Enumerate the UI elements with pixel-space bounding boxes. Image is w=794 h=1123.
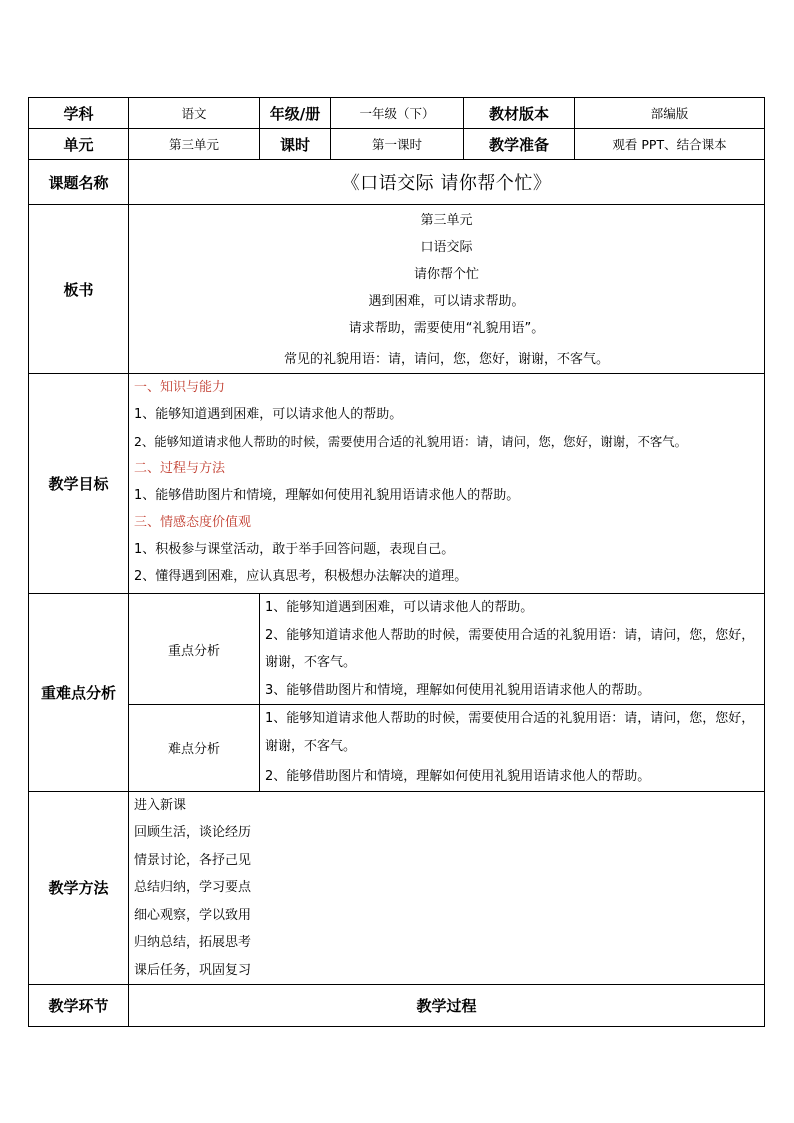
board-row	[29, 205, 765, 374]
grade-value: 一年级（下）	[331, 98, 464, 129]
header-row-1	[29, 98, 765, 129]
board-line: 请你帮个忙	[413, 267, 479, 282]
header-row-2	[29, 129, 765, 160]
process-label: 教学过程	[129, 985, 765, 1027]
method-item: 课后任务，巩固复习	[134, 962, 252, 978]
methods-content	[129, 791, 765, 985]
goals-heading-values: 三、情感态度价值观	[134, 515, 252, 530]
goal-item: 1、能够借助图片和情境，理解如何使用礼貌用语请求他人的帮助。	[134, 488, 520, 503]
method-item: 回顾生活，谈论经历	[134, 825, 252, 840]
method-item: 进入新课	[134, 797, 187, 813]
stage-label: 教学环节	[29, 985, 129, 1027]
key-points-row	[29, 594, 765, 705]
board-line: 第三单元	[420, 213, 473, 228]
edition-value: 部编版	[575, 98, 765, 129]
analysis-label: 重难点分析	[29, 594, 129, 792]
method-item: 总结归纳，学习要点	[134, 880, 252, 895]
goals-label: 教学目标	[29, 374, 129, 594]
period-value: 第一课时	[331, 129, 464, 160]
grade-label: 年级/册	[260, 98, 331, 129]
goals-heading-knowledge: 一、知识与能力	[134, 380, 226, 395]
difficulty-content	[260, 705, 765, 792]
unit-label: 单元	[29, 129, 129, 160]
difficulty-label: 难点分析	[129, 705, 260, 792]
board-content	[129, 205, 765, 374]
method-item: 归纳总结，拓展思考	[134, 935, 252, 950]
goals-heading-process: 二、过程与方法	[134, 461, 226, 476]
subject-label: 学科	[29, 98, 129, 129]
key-point-item: 2、能够知道请求他人帮助的时候，需要使用合适的礼貌用语：请，请问，您，您好，谢谢，不客气。	[265, 627, 755, 670]
subject-value: 语文	[129, 98, 260, 129]
board-line: 遇到困难，可以请求帮助。	[368, 294, 525, 309]
footer-row	[29, 985, 765, 1027]
board-line: 口语交际	[420, 240, 473, 255]
method-item: 细心观察，学以致用	[134, 907, 252, 923]
goal-item: 2、能够知道请求他人帮助的时候，需要使用合适的礼貌用语：请，请问，您，您好，谢谢，不客气。	[134, 434, 688, 449]
goal-item: 1、积极参与课堂活动，敢于举手回答问题，表现自己。	[134, 542, 455, 557]
methods-label: 教学方法	[29, 791, 129, 985]
course-label: 课题名称	[29, 160, 129, 205]
period-label: 课时	[260, 129, 331, 160]
board-line: 常见的礼貌用语：请，请问，您，您好，谢谢，不客气。	[283, 352, 609, 367]
key-point-item: 1、能够知道遇到困难，可以请求他人的帮助。	[265, 600, 534, 615]
difficulty-row	[29, 705, 765, 792]
goals-content	[129, 374, 765, 594]
difficulty-item: 2、能够借助图片和情境，理解如何使用礼貌用语请求他人的帮助。	[265, 769, 651, 784]
board-label: 板书	[29, 205, 129, 374]
course-row	[29, 160, 765, 205]
goal-item: 1、能够知道遇到困难，可以请求他人的帮助。	[134, 407, 403, 422]
board-line: 请求帮助，需要使用“礼貌用语”。	[348, 321, 545, 336]
difficulty-item: 1、能够知道请求他人帮助的时候，需要使用合适的礼貌用语：请，请问，您，您好，谢谢，不客气。	[265, 711, 755, 754]
prep-value: 观看 PPT、结合课本	[575, 129, 765, 160]
goals-row	[29, 374, 765, 594]
methods-row	[29, 791, 765, 985]
prep-label: 教学准备	[464, 129, 575, 160]
key-point-item: 3、能够借助图片和情境，理解如何使用礼貌用语请求他人的帮助。	[265, 682, 651, 698]
edition-label: 教材版本	[464, 98, 575, 129]
method-item: 情景讨论，各抒己见	[134, 852, 252, 868]
lesson-plan-table	[28, 97, 765, 1027]
unit-value: 第三单元	[129, 129, 260, 160]
key-points-label: 重点分析	[129, 594, 260, 705]
goal-item: 2、懂得遇到困难，应认真思考，积极想办法解决的道理。	[134, 569, 468, 584]
key-points-content	[260, 594, 765, 705]
course-title: 《口语交际 请你帮个忙》	[129, 160, 765, 205]
